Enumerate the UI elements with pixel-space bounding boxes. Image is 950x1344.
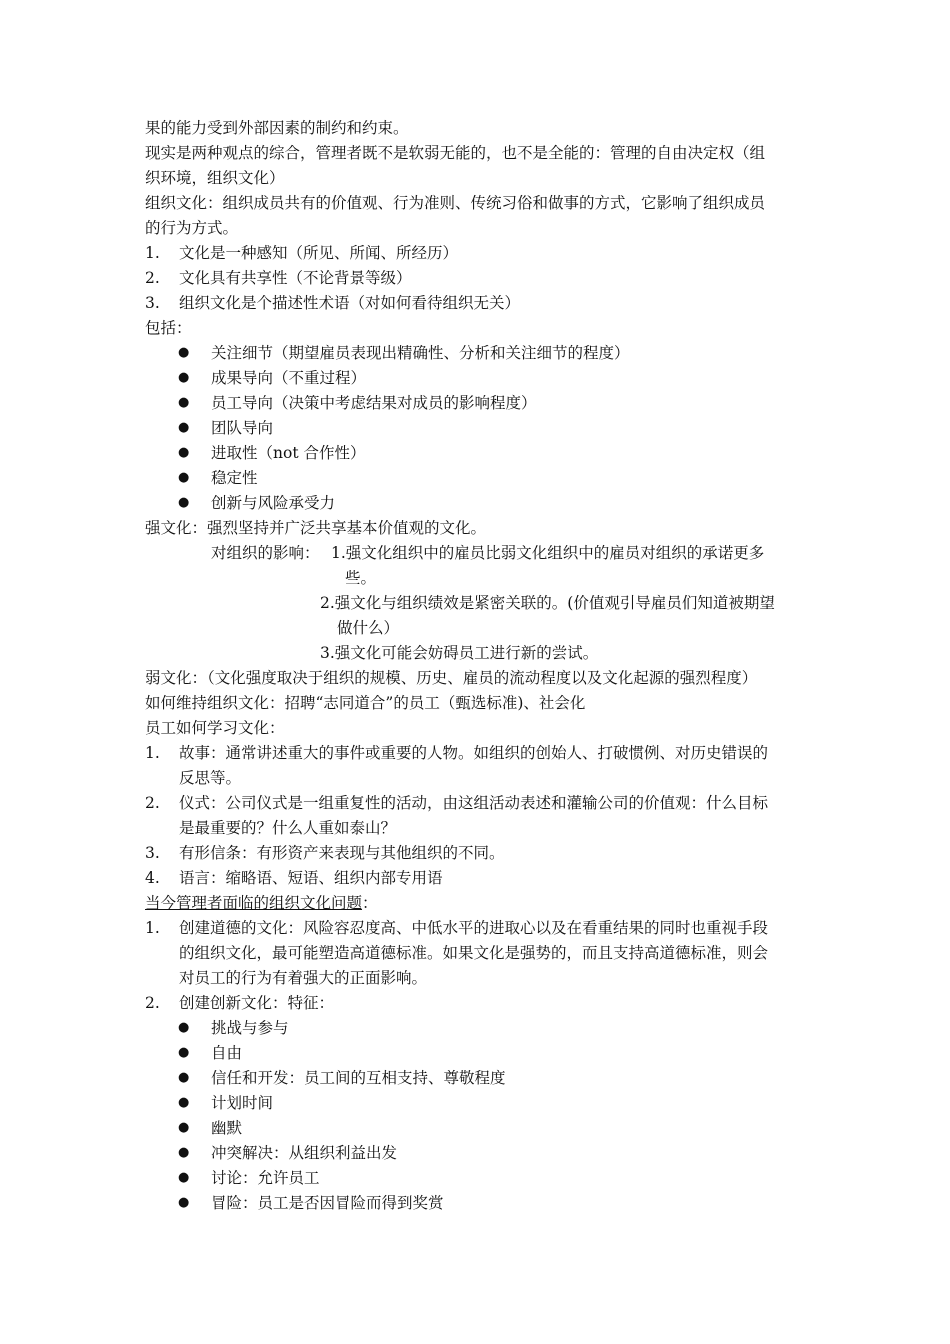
item-text: 文化是一种感知（所见、所闻、所经历）	[179, 244, 459, 262]
bullet-icon: ●	[178, 1020, 190, 1035]
underlined-heading-text: 当今管理者面临的组织文化问题	[145, 894, 363, 912]
bullet-text: 团队导向	[211, 419, 274, 437]
bullet-text: 讨论：允许员工	[211, 1169, 320, 1187]
bullet-text: 自由	[211, 1044, 243, 1062]
bullet-icon: ●	[178, 345, 190, 360]
impact-item: 3.强文化可能会妨碍员工进行新的尝试。	[320, 644, 599, 662]
bullet-icon: ●	[178, 1170, 190, 1185]
item-number: 2.	[145, 269, 160, 287]
item-text-continued: 是最重要的？什么人重如泰山？	[179, 819, 397, 837]
bullet-text: 计划时间	[211, 1094, 274, 1112]
bullet-icon: ●	[178, 1195, 190, 1210]
impact-label: 对组织的影响：	[211, 544, 320, 562]
bullet-icon: ●	[178, 395, 190, 410]
bullet-text: 关注细节（期望雇员表现出精确性、分析和关注细节的程度）	[211, 344, 630, 362]
paragraph-line: 现实是两种观点的综合，管理者既不是软弱无能的，也不是全能的：管理的自由决定权（组	[145, 144, 766, 162]
heading-colon: ：	[362, 894, 378, 912]
item-text: 语言：缩略语、短语、组织内部专用语	[179, 869, 443, 887]
item-text: 文化具有共享性（不论背景等级）	[179, 269, 412, 287]
paragraph-line: 果的能力受到外部因素的制约和约束。	[145, 119, 409, 137]
item-text: 有形信条：有形资产来表现与其他组织的不同。	[179, 844, 505, 862]
section-heading	[145, 893, 378, 913]
item-number: 2.	[145, 794, 160, 812]
item-number: 1.	[145, 919, 160, 937]
bullet-icon: ●	[178, 470, 190, 485]
bullet-icon: ●	[178, 445, 190, 460]
strong-culture-definition: 强文化：强烈坚持并广泛共享基本价值观的文化。	[145, 519, 487, 537]
paragraph-line: 织环境，组织文化）	[145, 169, 285, 187]
impact-item-continued: 些。	[345, 569, 377, 587]
bullet-icon: ●	[178, 1120, 190, 1135]
bullet-icon: ●	[178, 495, 190, 510]
item-text: 故事：通常讲述重大的事件或重要的人物。如组织的创始人、打破惯例、对历史错误的	[179, 744, 769, 762]
bullet-text: 成果导向（不重过程）	[211, 369, 367, 387]
impact-item-continued: 做什么）	[337, 619, 400, 637]
section-label: 员工如何学习文化：	[145, 719, 285, 737]
bullet-text: 冒险：员工是否因冒险而得到奖赏	[211, 1194, 444, 1212]
bullet-text: 进取性（not 合作性）	[211, 444, 366, 462]
weak-culture-definition: 弱文化：（文化强度取决于组织的规模、历史、雇员的流动程度以及文化起源的强烈程度）	[145, 669, 758, 687]
item-text: 组织文化是个描述性术语（对如何看待组织无关）	[179, 294, 521, 312]
impact-item: 1.强文化组织中的雇员比弱文化组织中的雇员对组织的承诺更多	[331, 544, 765, 562]
bullet-icon: ●	[178, 1095, 190, 1110]
bullet-icon: ●	[178, 420, 190, 435]
maintain-culture-line: 如何维持组织文化：招聘“志同道合”的员工（甄选标准)、社会化	[145, 694, 586, 712]
bullet-icon: ●	[178, 1045, 190, 1060]
item-number: 4.	[145, 869, 160, 887]
item-text: 仪式：公司仪式是一组重复性的活动，由这组活动表述和灌输公司的价值观：什么目标	[179, 794, 769, 812]
bullet-text: 创新与风险承受力	[211, 494, 336, 512]
bullet-text: 员工导向（决策中考虑结果对成员的影响程度）	[211, 394, 537, 412]
bullet-text: 幽默	[211, 1119, 243, 1137]
item-number: 3.	[145, 844, 160, 862]
item-text: 创建创新文化：特征：	[179, 994, 335, 1012]
item-number: 1.	[145, 244, 160, 262]
item-text-continued: 对员工的行为有着强大的正面影响。	[179, 969, 428, 987]
paragraph-line: 组织文化：组织成员共有的价值观、行为准则、传统习俗和做事的方式，它影响了组织成员	[145, 194, 766, 212]
item-number: 3.	[145, 294, 160, 312]
bullet-text: 信任和开发：员工间的互相支持、尊敬程度	[211, 1069, 506, 1087]
impact-item: 2.强文化与组织绩效是紧密关联的。(价值观引导雇员们知道被期望	[320, 594, 775, 612]
item-number: 2.	[145, 994, 160, 1012]
bullet-icon: ●	[178, 1145, 190, 1160]
item-number: 1.	[145, 744, 160, 762]
bullet-text: 冲突解决：从组织利益出发	[211, 1144, 398, 1162]
item-text-continued: 的组织文化，最可能塑造高道德标准。如果文化是强势的，而且支持高道德标准，则会	[179, 944, 769, 962]
bullet-text: 挑战与参与	[211, 1019, 289, 1037]
paragraph-line: 的行为方式。	[145, 219, 239, 237]
item-text-continued: 反思等。	[179, 769, 242, 787]
item-text: 创建道德的文化：风险容忍度高、中低水平的进取心以及在看重结果的同时也重视手段	[179, 919, 769, 937]
bullet-icon: ●	[178, 370, 190, 385]
section-label: 包括：	[145, 319, 192, 337]
bullet-text: 稳定性	[211, 469, 258, 487]
bullet-icon: ●	[178, 1070, 190, 1085]
